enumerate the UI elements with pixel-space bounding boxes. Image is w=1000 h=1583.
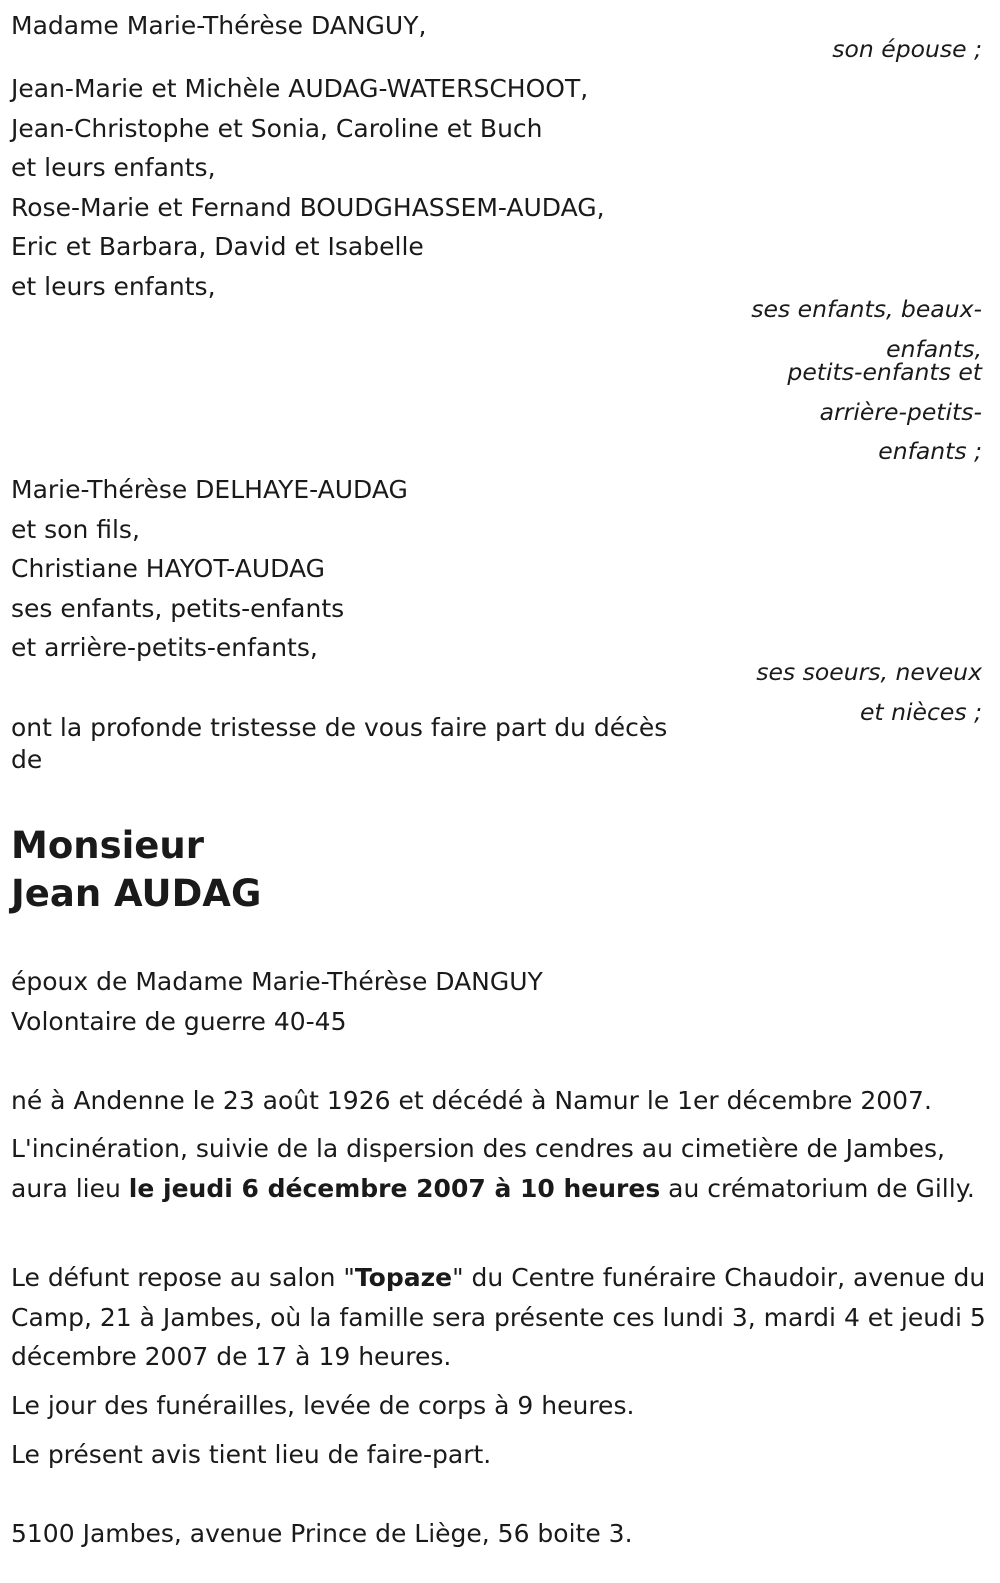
children-line: et leurs enfants, — [11, 271, 216, 301]
sisters-line: ses enfants, petits-enfants — [11, 593, 345, 623]
cremation-text-end: au crématorium de Gilly. — [660, 1173, 975, 1203]
rest-text-end: " du Centre funéraire Chaudoir, avenue du Camp, 21 à Jambes, où la famille sera présente ces lundi 3, mardi 4 et jeudi 5 décembre 2007 de 17 à 19 heures. — [11, 1263, 986, 1371]
children-role-line: arrière-petits- — [819, 398, 982, 426]
volunteer-line: Volontaire de guerre 40-45 — [11, 1006, 347, 1036]
sisters-role-line: ses soeurs, neveux — [756, 658, 982, 686]
children-role-line: enfants ; — [878, 437, 982, 465]
children-line: Jean-Christophe et Sonia, Caroline et Buch — [11, 113, 543, 143]
rest-text: Le défunt repose au salon " — [11, 1263, 355, 1292]
deceased-details — [11, 962, 543, 1041]
children-line: Rose-Marie et Fernand BOUDGHASSEM-AUDAG, — [11, 192, 605, 222]
sisters-role-line: et nièces ; — [859, 698, 982, 726]
rest-paragraph — [11, 1258, 991, 1377]
cremation-paragraph — [11, 1129, 991, 1208]
children-line: Eric et Barbara, David et Isabelle — [11, 232, 424, 261]
sisters-line: Marie-Thérèse DELHAYE-AUDAG — [11, 475, 408, 504]
children-line: et leurs enfants, — [11, 153, 216, 182]
children-line: Jean-Marie et Michèle AUDAG-WATERSCHOOT, — [11, 74, 589, 103]
announcement-line: de — [11, 744, 43, 774]
deceased-name: Jean AUDAG — [11, 872, 262, 915]
spouse-of-line: époux de Madame Marie-Thérèse DANGUY — [11, 967, 543, 996]
address: 5100 Jambes, avenue Prince de Liège, 56 boite 3. — [11, 1519, 633, 1548]
cremation-text: L'incinération, suivie de la dispersion des cendres au cimetière de Jambes, aura lieu — [11, 1134, 945, 1203]
deceased-title: Monsieur — [11, 824, 204, 867]
deceased-heading — [11, 822, 261, 918]
funeral-day-paragraph: Le jour des funérailles, levée de corps à 9 heures. — [11, 1391, 635, 1420]
sisters-block — [11, 470, 408, 668]
sisters-line: et arrière-petits-enfants, — [11, 633, 318, 662]
announcement — [11, 708, 667, 779]
sisters-line: Christiane HAYOT-AUDAG — [11, 554, 326, 583]
cremation-date: le jeudi 6 décembre 2007 à 10 heures — [128, 1173, 661, 1203]
children-role-line: ses enfants, beaux- — [751, 295, 982, 323]
children-role-line: petits-enfants et — [787, 358, 982, 386]
salon-name: Topaze — [354, 1263, 453, 1292]
children-role-line: enfants, — [886, 335, 982, 363]
birth-death-paragraph: né à Andenne le 23 août 1926 et décédé à Namur le 1er décembre 2007. — [11, 1086, 932, 1115]
notice-paragraph: Le présent avis tient lieu de faire-part. — [11, 1440, 492, 1469]
sisters-line: et son fils, — [11, 514, 140, 544]
spouse-role: son épouse ; — [832, 35, 982, 63]
spouse-name: Madame Marie-Thérèse DANGUY, — [11, 11, 427, 40]
children-block — [11, 69, 605, 306]
spouse-block — [11, 6, 426, 46]
announcement-line: ont la profonde tristesse de vous faire part du décès — [11, 713, 668, 742]
